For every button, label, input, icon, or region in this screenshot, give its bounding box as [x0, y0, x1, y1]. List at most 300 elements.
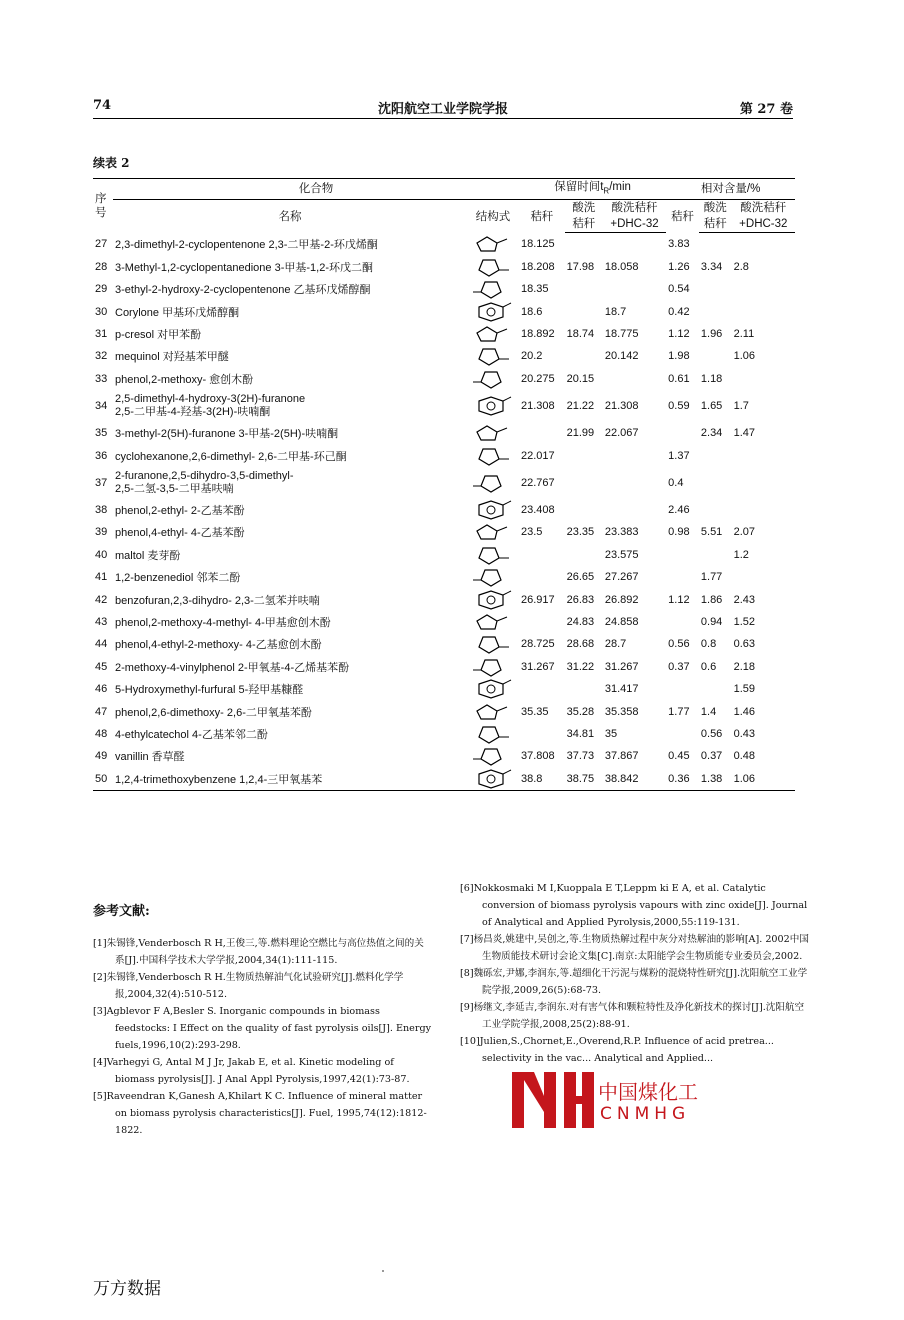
page-number: 74	[93, 98, 112, 113]
rt-dhc-value: 37.867	[604, 750, 639, 763]
rt-dhc-value: 28.7	[604, 638, 627, 651]
footer-source: 万方数据	[93, 1279, 161, 1299]
rt-acid-value: 37.73	[566, 750, 595, 763]
rt-dhc-value: 23.383	[604, 526, 639, 539]
watermark-english: CNMHG	[600, 1104, 691, 1124]
table-row	[93, 566, 795, 588]
rc-acid-value: 0.94	[700, 615, 723, 628]
rc-acid-value: 1.96	[700, 328, 723, 341]
rc-dhc-value: 1.7	[733, 400, 749, 413]
volume-label: 第 27 卷	[739, 102, 793, 117]
row-number: 35	[95, 427, 108, 440]
rc-straw-value	[666, 566, 699, 588]
rc-acid-value: 1.77	[700, 571, 723, 584]
reference-item: [10]Julien,S.,Chornet,E.,Overend,R.P. Influence of acid pretrea... selectivity in the vac... Analytical and Applied...	[460, 1036, 774, 1064]
rt-acid-value: 31.22	[566, 660, 595, 673]
rt-straw-value: 20.2	[521, 350, 543, 363]
compound-name: 2-methoxy-4-vinylphenol 2-甲氧基-4-乙烯基苯酚	[115, 661, 350, 674]
watermark-logo	[510, 1072, 720, 1132]
structure-formula	[467, 422, 519, 444]
compound-name-en: 2-furanone,2,5-dihydro-3,5-dimethyl-	[115, 469, 294, 482]
table-row	[93, 588, 795, 610]
rt-straw-value	[519, 678, 565, 700]
row-number: 37	[95, 476, 108, 489]
rt-dhc-value: 22.067	[604, 427, 639, 440]
structure-formula	[467, 300, 519, 322]
references-left	[93, 935, 433, 1139]
row-number: 36	[95, 449, 108, 462]
rc-dhc-value: 1.2	[733, 548, 749, 561]
structure-formula	[467, 566, 519, 588]
compound-name: 3-ethyl-2-hydroxy-2-cyclopentenone 乙基环戊烯醇酮	[115, 284, 371, 297]
row-number: 34	[95, 400, 108, 413]
rc-straw-value: 0.98	[668, 526, 690, 539]
compound-name: p-cresol 对甲苯酚	[115, 329, 202, 342]
rc-acid-value	[699, 544, 732, 566]
rc-acid-value	[699, 444, 732, 466]
rt-straw-value: 23.408	[521, 504, 555, 516]
rt-acid-value: 26.83	[566, 593, 595, 606]
rt-acid-value: 35.28	[566, 705, 595, 718]
rc-straw-value: 0.59	[668, 400, 690, 413]
row-number: 45	[95, 660, 108, 673]
compound-name: phenol,4-ethyl- 4-乙基苯酚	[115, 527, 245, 540]
col-seq: 序号	[93, 179, 113, 233]
rc-dhc-value: 2.07	[733, 526, 756, 539]
col-rc-acid-2: 秸秆	[699, 216, 732, 233]
table-row	[93, 521, 795, 543]
molecule-structure-icon	[473, 422, 513, 444]
rc-straw-value: 0.61	[668, 372, 690, 385]
molecule-structure-icon	[473, 472, 513, 494]
rt-acid-value	[565, 544, 603, 566]
rt-straw-value: 21.308	[521, 400, 555, 413]
rc-dhc-value: 2.18	[733, 660, 756, 673]
structure-formula	[467, 233, 519, 256]
rt-dhc-value	[603, 368, 666, 390]
rc-straw-value: 1.98	[668, 350, 690, 363]
rt-dhc-value	[603, 278, 666, 300]
rc-acid-value: 1.4	[700, 705, 717, 718]
rt-straw-value: 18.208	[521, 260, 555, 273]
structure-formula	[467, 745, 519, 767]
rt-straw-value: 31.267	[521, 660, 555, 673]
reference-item: [1]朱锡锋,Venderbosch R H,王俊三,等.燃料理论空燃比与高位热值之间的关系[J].中国科学技术大学学报,2004,34(1):111-115.	[93, 938, 424, 966]
row-number: 49	[95, 750, 108, 763]
rt-acid-value	[565, 444, 603, 466]
table-title: 续表 2	[93, 156, 130, 170]
col-retention: 保留时间$t_R/\min$	[519, 179, 666, 200]
rt-straw-value: 18.892	[521, 328, 555, 341]
watermark-chinese: 中国煤化工	[598, 1080, 698, 1104]
rt-straw-value: 18.35	[521, 283, 549, 296]
rc-straw-value: 0.37	[668, 660, 690, 673]
rc-straw-value	[666, 544, 699, 566]
rc-dhc-value	[732, 499, 795, 521]
rt-dhc-value: 35	[604, 727, 618, 740]
rt-dhc-value: 26.892	[604, 593, 639, 606]
table-row	[93, 723, 795, 745]
molecule-structure-icon	[473, 611, 513, 633]
structure-formula	[467, 278, 519, 300]
row-number: 29	[95, 283, 108, 296]
rc-dhc-value: 0.43	[733, 727, 756, 740]
row-number: 43	[95, 615, 108, 628]
molecule-structure-icon	[473, 566, 513, 588]
rc-straw-value: 0.45	[668, 750, 690, 763]
rt-dhc-value: 31.417	[604, 683, 639, 696]
rc-acid-value: 0.8	[700, 638, 717, 651]
rc-straw-value	[666, 611, 699, 633]
reference-item: [9]杨继文,李延吉,李润东.对有害气体和颗粒特性及净化新技术的探讨[J].沈阳航空工业学院学报,2008,25(2):88-91.	[460, 1002, 805, 1030]
rt-straw-value: 37.808	[521, 750, 555, 763]
col-rt-acid-1: 酸洗	[572, 202, 596, 215]
structure-formula	[467, 678, 519, 700]
col-rt-acid-2: 秸秆	[565, 216, 603, 233]
structure-formula	[467, 345, 519, 367]
structure-formula	[467, 444, 519, 466]
rc-acid-value: 2.34	[700, 427, 723, 440]
table-row	[93, 656, 795, 678]
rt-dhc-value: 18.775	[604, 328, 639, 341]
rc-acid-value	[699, 499, 732, 521]
compound-name: phenol,2,6-dimethoxy- 2,6-二甲氧基苯酚	[115, 706, 312, 719]
compound-name: phenol,4-ethyl-2-methoxy- 4-乙基愈创木酚	[115, 639, 322, 652]
row-number: 41	[95, 571, 108, 584]
rt-dhc-value	[603, 444, 666, 466]
row-number: 28	[95, 260, 108, 273]
rt-dhc-value: 18.7	[604, 305, 627, 318]
rt-dhc-value	[603, 233, 666, 256]
rc-straw-value: 0.56	[668, 638, 690, 651]
rc-dhc-value: 1.46	[733, 705, 756, 718]
rc-acid-value: 5.51	[700, 526, 723, 539]
rt-dhc-value: 21.308	[604, 400, 639, 413]
molecule-structure-icon	[473, 633, 513, 655]
compound-name: 5-Hydroxymethyl-furfural 5-羟甲基糠醛	[115, 684, 304, 697]
table-row	[93, 544, 795, 566]
rt-acid-value	[565, 467, 603, 499]
rc-dhc-value	[732, 300, 795, 322]
table-row	[93, 422, 795, 444]
table-row	[93, 745, 795, 767]
molecule-structure-icon	[473, 768, 513, 790]
compound-name: 4-ethylcatechol 4-乙基苯邻二酚	[115, 728, 268, 741]
rc-acid-value	[699, 678, 732, 700]
table-row	[93, 345, 795, 367]
rc-straw-value: 1.26	[668, 260, 690, 273]
rc-straw-value: 0.36	[666, 768, 699, 791]
rc-dhc-value: 0.48	[733, 750, 756, 763]
rt-straw-value: 28.725	[521, 638, 555, 651]
rc-acid-value	[699, 233, 732, 256]
rt-acid-value: 21.99	[566, 427, 595, 440]
molecule-structure-icon	[473, 395, 513, 417]
rc-straw-value: 0.4	[668, 476, 684, 489]
col-rc-dhc-2: +DHC-32	[732, 216, 795, 233]
rt-straw-value: 22.767	[521, 476, 555, 489]
structure-formula	[467, 633, 519, 655]
rc-dhc-value: 1.06	[732, 768, 795, 791]
page-header	[93, 96, 793, 116]
rc-acid-value	[699, 300, 732, 322]
rt-acid-value	[565, 233, 603, 256]
rt-dhc-value: 27.267	[604, 571, 639, 584]
rt-straw-value: 18.6	[521, 305, 543, 318]
rt-acid-value: 38.75	[565, 768, 603, 791]
rt-acid-value	[565, 345, 603, 367]
compound-name: 3-methyl-2(5H)-furanone 3-甲基-2(5H)-呋喃酮	[115, 428, 339, 441]
rc-acid-value	[699, 345, 732, 367]
row-number: 32	[95, 350, 108, 363]
rt-dhc-value: 23.575	[604, 548, 639, 561]
molecule-structure-icon	[473, 678, 513, 700]
rc-dhc-value: 2.43	[733, 593, 756, 606]
rt-dhc-value: 35.358	[604, 705, 639, 718]
rc-dhc-value: 2.8	[733, 260, 749, 273]
rt-dhc-value: 18.058	[604, 260, 639, 273]
structure-formula	[467, 521, 519, 543]
rt-acid-value	[565, 278, 603, 300]
rc-acid-value: 0.37	[700, 750, 723, 763]
rc-dhc-value: 1.59	[733, 683, 756, 696]
reference-item: [8]魏砾宏,尹娜,李润东,等.超细化干污泥与煤粉的混烧特性研究[J].沈阳航空工业学院学报,2009,26(5):68-73.	[460, 968, 808, 996]
reference-item: [7]杨昌炎,姚建中,吴创之,等.生物质热解过程中灰分对热解油的影响[A]. 2002中国生物质能技术研讨会论文集[C].南京:太阳能学会生物质能专业委员会,2002.	[460, 934, 809, 962]
structure-formula	[467, 544, 519, 566]
row-number: 27	[95, 238, 108, 251]
rt-straw-value: 23.5	[521, 526, 543, 539]
rt-acid-value: 21.22	[566, 400, 595, 413]
rt-dhc-value	[603, 467, 666, 499]
rt-straw-value	[519, 566, 565, 588]
row-number: 44	[95, 638, 108, 651]
col-relative: 相对含量/%	[666, 179, 795, 200]
compound-name: Corylone 甲基环戊烯醇酮	[115, 306, 240, 319]
compound-name: maltol 麦芽酚	[115, 549, 181, 562]
structure-formula	[467, 611, 519, 633]
structure-formula	[467, 368, 519, 390]
col-rt-dhc-2: +DHC-32	[603, 216, 666, 233]
rc-straw-value	[666, 678, 699, 700]
molecule-structure-icon	[473, 368, 513, 390]
molecule-structure-icon	[473, 521, 513, 543]
rc-acid-value	[699, 467, 732, 499]
table-row	[93, 233, 795, 256]
compound-name: 2,3-dimethyl-2-cyclopentenone 2,3-二甲基-2-环戊烯酮	[115, 239, 378, 252]
row-number: 46	[95, 683, 108, 696]
table-row	[93, 768, 795, 791]
col-rc-straw: 秸秆	[671, 210, 695, 223]
row-number: 31	[95, 328, 108, 341]
molecule-structure-icon	[473, 499, 513, 521]
rt-acid-value: 24.83	[566, 615, 595, 628]
table-row	[93, 300, 795, 322]
rc-acid-value: 1.86	[700, 593, 723, 606]
compound-name: phenol,2-methoxy-4-methyl- 4-甲基愈创木酚	[115, 616, 331, 629]
rt-dhc-value: 24.858	[604, 615, 639, 628]
structure-formula	[467, 323, 519, 345]
rc-acid-value: 1.65	[700, 400, 723, 413]
scan-dot	[382, 1270, 384, 1272]
molecule-structure-icon	[473, 278, 513, 300]
rc-straw-value: 1.12	[668, 328, 690, 341]
rc-straw-value: 1.37	[668, 449, 690, 462]
compound-table	[93, 178, 795, 791]
reference-item: [4]Varhegyi G, Antal M J Jr, Jakab E, et al. Kinetic modeling of biomass pyrolysis[J]. J Anal Appl Pyrolysis,1997,42(1):73-87.	[93, 1057, 410, 1085]
rc-acid-value	[699, 278, 732, 300]
rt-dhc-value: 20.142	[604, 350, 639, 363]
row-number: 48	[95, 727, 108, 740]
compound-name: 3-Methyl-1,2-cyclopentanedione 3-甲基-1,2-环戊二酮	[115, 261, 373, 274]
structure-formula	[467, 499, 519, 521]
compound-name-zh: 2,5-二氢-3,5-二甲基呋喃	[115, 482, 234, 495]
journal-title: 沈阳航空工业学院学报	[377, 102, 508, 117]
rt-acid-value: 23.35	[566, 526, 595, 539]
col-structure: 结构式	[475, 210, 511, 223]
compound-name: vanillin 香草醛	[115, 751, 185, 764]
rt-straw-value: 18.125	[521, 238, 555, 251]
rc-dhc-value: 2.11	[733, 328, 755, 341]
rt-acid-value: 17.98	[566, 260, 595, 273]
rc-straw-value: 2.46	[668, 504, 690, 516]
rt-straw-value: 38.8	[519, 768, 565, 791]
molecule-structure-icon	[473, 701, 513, 723]
table-row	[93, 368, 795, 390]
rc-acid-value: 1.18	[700, 372, 723, 385]
molecule-structure-icon	[473, 445, 513, 467]
header-rule	[93, 118, 793, 119]
rt-straw-value	[519, 611, 565, 633]
compound-name: 1,2-benzenediol 邻苯二酚	[115, 572, 241, 585]
watermark-mh-icon	[510, 1072, 594, 1128]
molecule-structure-icon	[473, 544, 513, 566]
row-number: 47	[95, 705, 108, 718]
rt-acid-value: 20.15	[566, 372, 595, 385]
table-row	[93, 611, 795, 633]
compound-name-en: 2,5-dimethyl-4-hydroxy-3(2H)-furanone	[115, 393, 306, 406]
rt-straw-value	[519, 723, 565, 745]
rt-straw-value: 35.35	[521, 705, 549, 718]
rt-straw-value: 22.017	[521, 449, 555, 462]
molecule-structure-icon	[473, 345, 513, 367]
rc-dhc-value	[732, 566, 795, 588]
rc-straw-value: 0.54	[668, 283, 690, 296]
molecule-structure-icon	[473, 256, 513, 278]
molecule-structure-icon	[473, 323, 513, 345]
rt-acid-value: 28.68	[566, 638, 595, 651]
rc-dhc-value: 1.06	[733, 350, 756, 363]
rt-dhc-value: 31.267	[604, 660, 639, 673]
compound-name: 1,2,4-trimethoxybenzene 1,2,4-三甲氧基苯	[113, 768, 467, 791]
rc-dhc-value	[732, 278, 795, 300]
rc-straw-value: 1.12	[668, 593, 690, 606]
rt-straw-value: 20.275	[521, 372, 555, 385]
compound-name	[113, 390, 467, 422]
rc-dhc-value: 1.52	[733, 615, 756, 628]
col-rc-acid-1: 酸洗	[703, 202, 727, 215]
rc-dhc-value	[732, 467, 795, 499]
row-number: 33	[95, 372, 108, 385]
rc-dhc-value: 0.63	[733, 638, 756, 651]
rc-straw-value: 0.42	[668, 305, 690, 318]
rt-straw-value	[519, 422, 565, 444]
rc-straw-value	[666, 723, 699, 745]
rt-acid-value	[565, 499, 603, 521]
structure-formula	[467, 700, 519, 722]
compound-name: benzofuran,2,3-dihydro- 2,3-二氢苯并呋喃	[115, 594, 320, 607]
table-row	[93, 256, 795, 278]
rt-dhc-value	[603, 499, 666, 521]
table-row	[93, 323, 795, 345]
rt-acid-value	[565, 300, 603, 322]
row-number: 50	[93, 768, 113, 791]
rc-acid-value: 3.34	[700, 260, 723, 273]
compound-name: phenol,2-ethyl- 2-乙基苯酚	[115, 505, 245, 517]
references-title: 参考文献:	[93, 904, 150, 919]
table-row	[93, 444, 795, 466]
rt-acid-value: 18.74	[566, 328, 595, 341]
table-row	[93, 678, 795, 700]
row-number: 40	[95, 548, 108, 561]
row-number: 30	[95, 305, 108, 318]
compound-name-zh: 2,5-二甲基-4-羟基-3(2H)-呋喃酮	[115, 406, 271, 419]
rt-straw-value	[519, 544, 565, 566]
molecule-structure-icon	[473, 589, 513, 611]
rc-straw-value	[666, 422, 699, 444]
molecule-structure-icon	[473, 745, 513, 767]
molecule-structure-icon	[473, 301, 513, 323]
table-row	[93, 278, 795, 300]
structure-formula	[467, 390, 519, 422]
references-right	[460, 880, 810, 1067]
reference-item: [5]Raveendran K,Ganesh A,Khilart K C. Influence of mineral matter on biomass pyrolysis characteristics[J]. Fuel, 1995,74(12):1812-1822.	[93, 1091, 427, 1136]
structure-formula	[467, 656, 519, 678]
rc-straw-value: 3.83	[668, 238, 690, 251]
row-number: 38	[95, 504, 108, 516]
rc-dhc-value: 1.47	[733, 427, 756, 440]
col-rc-dhc-1: 酸洗秸秆	[740, 202, 787, 215]
table-row	[93, 467, 795, 499]
rt-dhc-value: 38.842	[603, 768, 666, 791]
table-row	[93, 633, 795, 655]
reference-item: [2]朱锡锋,Venderbosch R H.生物质热解油气化试验研究[J].燃料化学学报,2004,32(4):510-512.	[93, 972, 404, 1000]
rc-acid-value: 1.38	[699, 768, 732, 791]
table-row	[93, 390, 795, 422]
reference-item: [3]Agblevor F A,Besler S. Inorganic compounds in biomass feedstocks: I Effect on the quality of fast pyrolysis oils[J]. Energy fuels,1996,10(2):293-298.	[93, 1006, 431, 1051]
rt-acid-value: 34.81	[566, 727, 595, 740]
reference-item: [6]Nokkosmaki M I,Kuoppala E T,Leppm ki E A, et al. Catalytic conversion of biomass pyrolysis vapours with zinc oxide[J]. Journal of Analytical and Applied Pyrolysis,2000,55:119-131.	[460, 883, 808, 928]
molecule-structure-icon	[473, 233, 513, 255]
structure-formula	[467, 768, 519, 791]
table-row	[93, 499, 795, 521]
structure-formula	[467, 467, 519, 499]
rc-straw-value: 1.77	[668, 705, 690, 718]
compound-name: phenol,2-methoxy- 愈创木酚	[115, 373, 254, 386]
rt-acid-value: 26.65	[566, 571, 595, 584]
rc-dhc-value	[732, 444, 795, 466]
structure-formula	[467, 256, 519, 278]
col-rt-dhc-1: 酸洗秸秆	[611, 202, 658, 215]
row-number: 39	[95, 526, 108, 539]
compound-name	[113, 467, 467, 499]
structure-formula	[467, 588, 519, 610]
compound-name: cyclohexanone,2,6-dimethyl- 2,6-二甲基-环己酮	[115, 450, 347, 463]
molecule-structure-icon	[473, 723, 513, 745]
rc-acid-value: 0.6	[700, 660, 717, 673]
rc-acid-value: 0.56	[700, 727, 723, 740]
col-compound: 化合物	[113, 179, 519, 200]
table-row	[93, 700, 795, 722]
